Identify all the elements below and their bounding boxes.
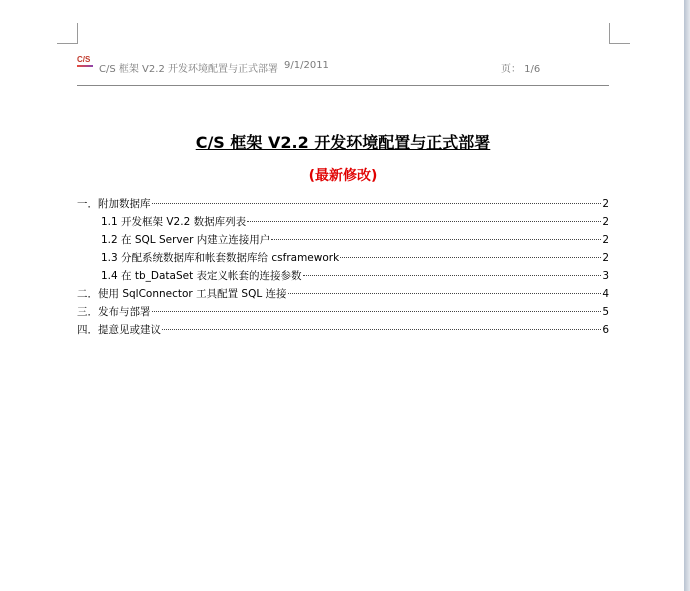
toc-entry-text: 1.3 分配系统数据库和帐套数据库给 csframework [101, 252, 340, 264]
toc-leader-dots [152, 203, 602, 204]
toc-entry-page: 2 [602, 198, 609, 210]
toc-entry-page: 5 [602, 306, 609, 318]
toc-leader-dots [303, 275, 602, 276]
header-doc-title: C/S 框架 V2.2 开发环境配置与正式部署 [99, 64, 278, 75]
toc-entry-page: 2 [602, 216, 609, 228]
toc-entry[interactable] [77, 213, 609, 231]
header-page-number: 页： 1/6 [501, 64, 541, 75]
toc-entry-text: 三．发布与部署 [77, 306, 151, 318]
toc-leader-dots [288, 293, 602, 294]
cs-logo-icon [77, 55, 93, 67]
toc-entry-page: 3 [602, 270, 609, 282]
toc-entry[interactable] [77, 267, 609, 285]
toc-entry[interactable] [77, 285, 609, 303]
toc-entry-page: 6 [602, 324, 609, 336]
document-subtitle: (最新修改) [308, 168, 378, 184]
toc-entry-text: 二．使用 SqlConnector 工具配置 SQL 连接 [77, 288, 287, 300]
toc-entry-page: 2 [602, 234, 609, 246]
toc-leader-dots [247, 221, 601, 222]
toc-entry[interactable] [77, 321, 609, 339]
crop-mark-top-right [609, 23, 630, 44]
toc-entry[interactable] [77, 231, 609, 249]
table-of-contents [77, 195, 609, 339]
toc-entry-page: 4 [602, 288, 609, 300]
toc-entry[interactable] [77, 195, 609, 213]
toc-entry-text: 1.1 开发框架 V2.2 数据库列表 [101, 216, 247, 228]
toc-entry-text: 1.2 在 SQL Server 内建立连接用户 [101, 234, 271, 246]
page-header [77, 53, 609, 86]
toc-leader-dots [271, 239, 601, 240]
document-title: C/S 框架 V2.2 开发环境配置与正式部署 [195, 133, 491, 152]
toc-entry-text: 一．附加数据库 [77, 198, 151, 210]
window-frame-edge [684, 0, 690, 591]
header-date: 9/1/2011 [284, 60, 329, 71]
toc-entry-text: 1.4 在 tb_DataSet 表定义帐套的连接参数 [101, 270, 302, 282]
crop-mark-top-left [57, 23, 78, 44]
toc-leader-dots [340, 257, 601, 258]
toc-entry[interactable] [77, 303, 609, 321]
toc-leader-dots [152, 311, 602, 312]
toc-entry-page: 2 [602, 252, 609, 264]
toc-entry-text: 四．提意见或建议 [77, 324, 161, 336]
logo-text: C/S [77, 55, 91, 64]
toc-entry[interactable] [77, 249, 609, 267]
toc-leader-dots [162, 329, 601, 330]
